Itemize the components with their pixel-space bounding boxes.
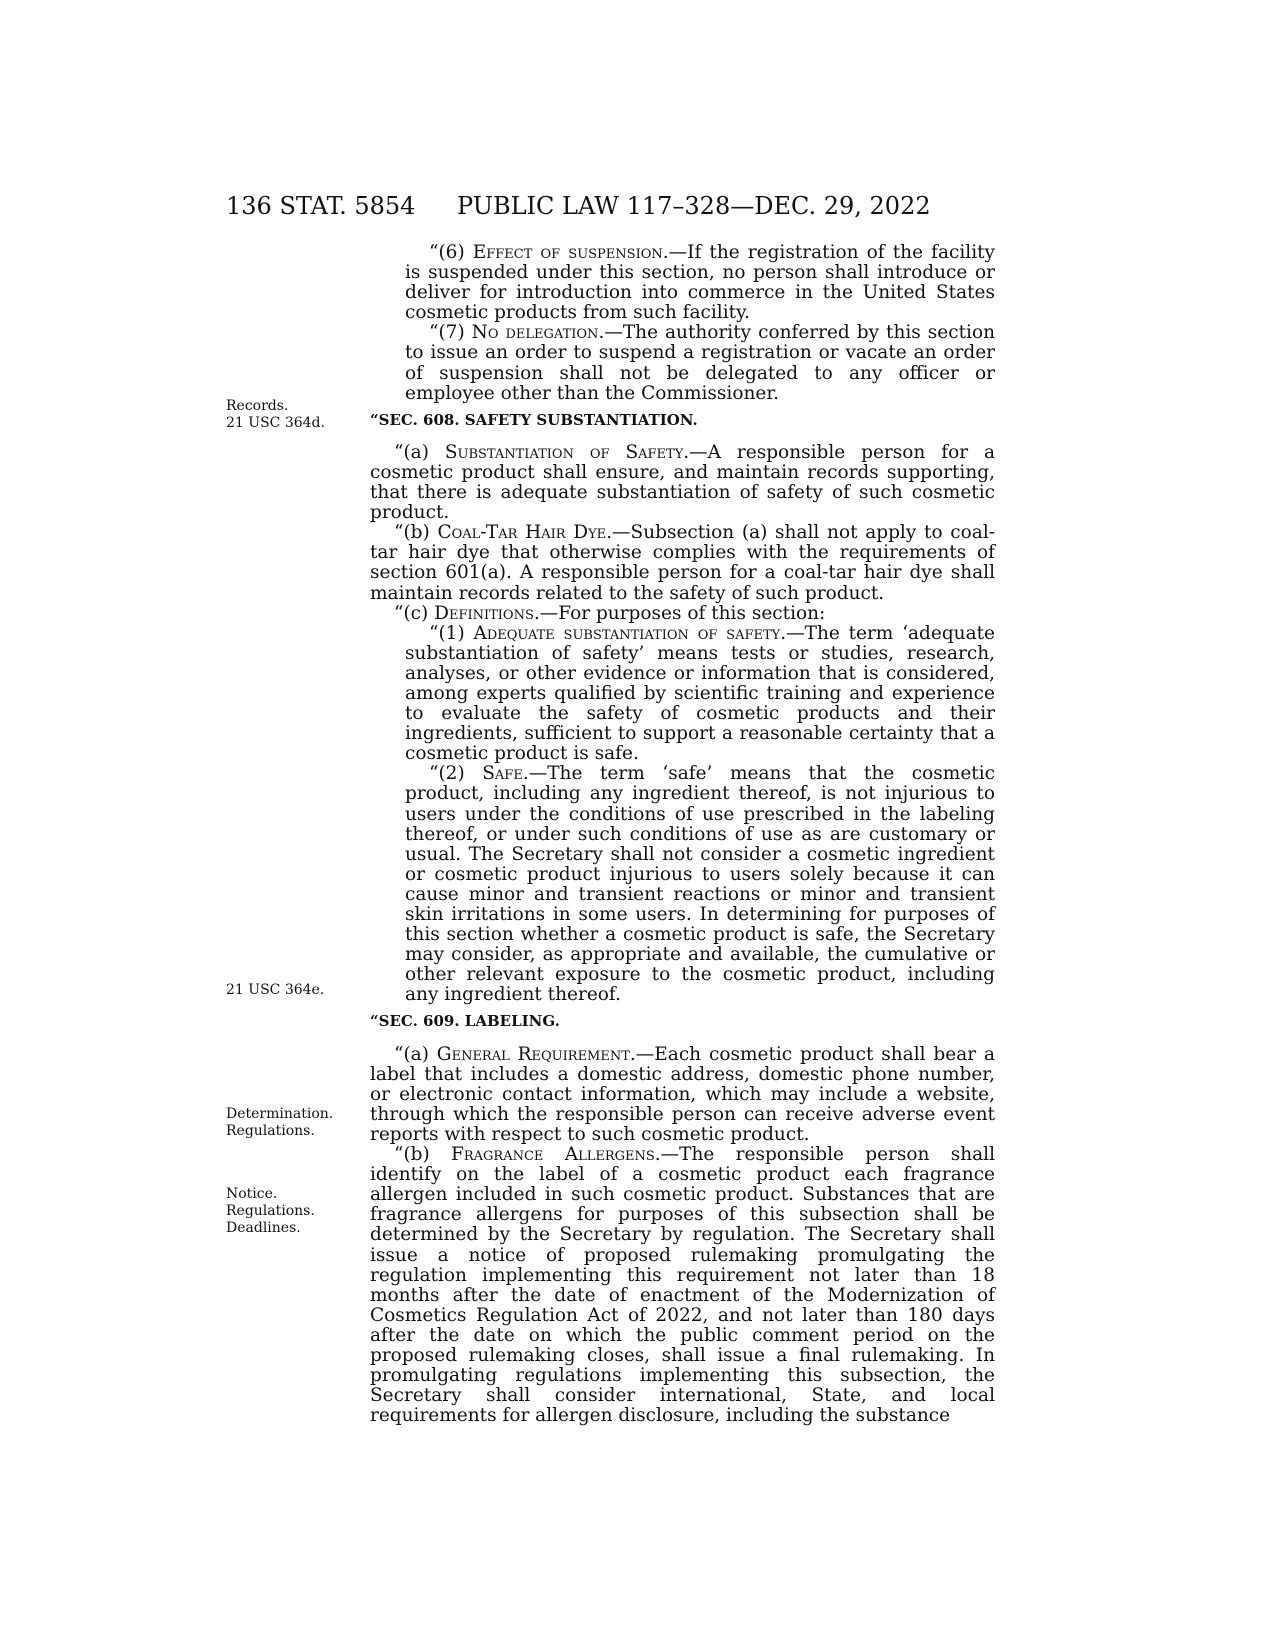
margin-note-line: 21 USC 364e.: [226, 982, 325, 998]
paragraph-no-delegation: “(7) No delegation.—The authority conferred by this section to issue an order to suspend a registration or vacate an order of suspension shall not be delegated to any officer or employee other than the Commissioner.: [405, 322, 995, 404]
margin-note-line: Deadlines.: [226, 1220, 301, 1236]
margin-note-line: Notice.: [226, 1186, 278, 1202]
margin-note-line: Regulations.: [226, 1123, 315, 1139]
subsection-608-b: “(b) Coal-Tar Hair Dye.—Subsection (a) shall not apply to coal-tar hair dye that otherwise complies with the requirements of section 601(a). A responsible person for a coal-tar hair dye shall maintain records related to the safety of such product.: [370, 522, 995, 604]
statute-body: [370, 243, 995, 1426]
paragraph-608-c-2: “(2) Safe.—The term ‘safe’ means that the cosmetic product, including any ingredient thereof, is not injurious to users under the conditions of use prescribed in the labeling thereof, or under such conditions of use as are customary or usual. The Secretary shall not consider a cosmetic ingredient or cosmetic product injurious to users solely because it can cause minor and transient reactions or minor and transient skin irritations in some users. In determining for purposes of this section whether a cosmetic product is safe, the Secretary may consider, as appropriate and available, the cumulative or other relevant exposure to the cosmetic product, including any ingredient thereof.: [405, 763, 995, 1006]
paragraph-608-c-1: “(1) Adequate substantiation of safety.—The term ‘adequate substantiation of safety’ means tests or studies, research, analyses, or other evidence or information that is considered, among experts qualified by scientific training and experience to evaluate the safety of cosmetic products and their ingredients, sufficient to support a reasonable certainty that a cosmetic product is safe.: [405, 622, 995, 765]
running-head-title: PUBLIC LAW 117–328—DEC. 29, 2022: [457, 192, 931, 220]
section-609-heading: “SEC. 609. LABELING.: [370, 1012, 560, 1031]
margin-note-sec609: [226, 982, 324, 999]
subsection-608-a: “(a) Substantiation of Safety.—A responsible person for a cosmetic product shall ensure, and maintain records supporting, that there is adequate substantiation of safety of such cosmetic product.: [370, 441, 995, 524]
subsection-609-a: “(a) General Requirement.—Each cosmetic product shall bear a label that includes a domestic address, domestic phone number, or electronic contact information, which may include a website, through which the responsible person can receive adverse event reports with respect to such cosmetic product.: [370, 1043, 995, 1145]
margin-note-notice: [226, 1186, 315, 1237]
margin-note-line: 21 USC 364d.: [226, 415, 325, 431]
paragraph-effect-of-suspension: “(6) Effect of suspension.—If the registration of the facility is suspended under this section, no person shall introduce or deliver for introduction into commerce in the United States cosmetic products from such facility.: [405, 242, 995, 324]
margin-note-sec608: [226, 398, 325, 432]
margin-note-line: Records.: [226, 398, 289, 414]
margin-note-line: Determination.: [226, 1106, 334, 1122]
section-608-heading: “SEC. 608. SAFETY SUBSTANTIATION.: [370, 410, 698, 429]
page-reference: 136 STAT. 5854: [226, 192, 416, 220]
margin-note-determination: [226, 1106, 333, 1140]
subsection-609-b: “(b) Fragrance Allergens.—The responsible person shall identify on the label of a cosmetic product each fragrance allergen included in such cosmetic product. Substances that are fragrance allergens for purposes of this subsection shall be determined by the Secretary by regulation. The Secretary shall issue a notice of proposed rulemaking promulgating the regulation implementing this requirement not later than 18 months after the date of enactment of the Modernization of Cosmetics Regulation Act of 2022, and not later than 180 days after the date on which the public comment period on the proposed rulemaking closes, shall issue a final rulemaking. In promulgating regulations implementing this subsection, the Secretary shall consider international, State, and local requirements for allergen disclosure, including the substance: [370, 1144, 995, 1427]
subsection-608-c: “(c) Definitions.—For purposes of this section:: [394, 602, 826, 624]
margin-note-line: Regulations.: [226, 1203, 315, 1219]
